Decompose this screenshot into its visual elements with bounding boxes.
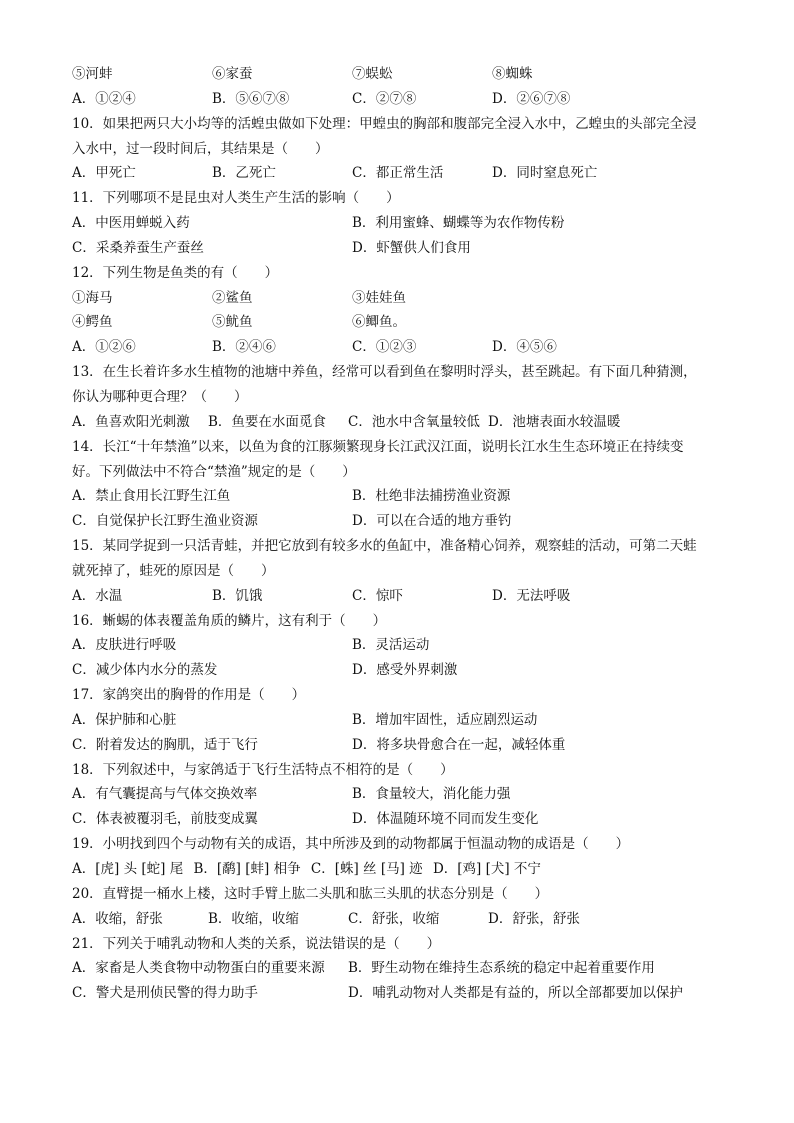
choice-a: A．①②④ bbox=[72, 90, 136, 107]
choice-c: C．②⑦⑧ bbox=[352, 90, 417, 107]
question-13-stem: 13．在生长着许多水生植物的池塘中养鱼，经常可以看到鱼在黎明时浮头，甚至跳起。有下面几种猜测， bbox=[72, 364, 697, 381]
choice-c: C．体表被覆羽毛，前肢变成翼 bbox=[72, 811, 258, 828]
question-17-choices-row2 bbox=[72, 733, 732, 758]
choice-b: B．②④⑥ bbox=[212, 339, 276, 356]
question-10-stem: 10．如果把两只大小均等的活蝗虫做如下处理：甲蝗虫的胸部和腹部完全浸入水中，乙蝗虫的头部完全浸 bbox=[72, 115, 697, 132]
question-14-stem-cont: 好。下列做法中不符合“禁渔”规定的是（ ） bbox=[72, 463, 356, 480]
choice-d: D．舒张，舒张 bbox=[488, 910, 580, 927]
choice-d: D．可以在合适的地方垂钓 bbox=[352, 513, 512, 530]
item: ⑧蜘蛛 bbox=[492, 66, 533, 82]
question-19-stem: 19．小明找到四个与动物有关的成语，其中所涉及到的动物都属于恒温动物的成语是（ ） bbox=[72, 836, 630, 853]
question-12-choices bbox=[72, 335, 732, 360]
item: ①海马 bbox=[72, 289, 113, 306]
question-14-choices-row1 bbox=[72, 484, 732, 509]
question-12-items-row2 bbox=[72, 310, 732, 335]
choice-d: D．哺乳动物对人类都是有益的，所以全部都要加以保护 bbox=[348, 985, 683, 1002]
item: ⑦蜈蚣 bbox=[352, 66, 393, 82]
choice-b: B．收缩，收缩 bbox=[208, 910, 299, 927]
choice-a: A．有气囊提高与气体交换效率 bbox=[72, 786, 258, 803]
choice-a: A．鱼喜欢阳光刺激 bbox=[72, 413, 190, 430]
choice-c: C．舒张，收缩 bbox=[348, 910, 440, 927]
item: ④鳄鱼 bbox=[72, 314, 113, 331]
choice-c: C．采桑养蚕生产蚕丝 bbox=[72, 239, 204, 256]
choice-c: C．减少体内水分的蒸发 bbox=[72, 662, 218, 679]
question-16-choices-row2 bbox=[72, 658, 732, 683]
question-15-stem-cont: 就死掉了，蛙死的原因是（ ） bbox=[72, 562, 275, 579]
choice-a: A．甲死亡 bbox=[72, 165, 136, 182]
choice-b: B．[鹬] [蚌] 相争 bbox=[193, 861, 301, 877]
choice-b: B．利用蜜蜂、蝴蝶等为农作物传粉 bbox=[352, 215, 565, 232]
exam-page bbox=[72, 62, 732, 1006]
choice-d: D．体温随环境不同而发生变化 bbox=[352, 811, 539, 828]
item: ③娃娃鱼 bbox=[352, 289, 406, 306]
choice-d: D．虾蟹供人们食用 bbox=[352, 239, 471, 256]
choice-c: C．附着发达的胸肌，适于飞行 bbox=[72, 736, 258, 753]
prev-question-choices bbox=[72, 87, 732, 112]
choice-d: D．同时窒息死亡 bbox=[492, 165, 598, 182]
choice-b: B．饥饿 bbox=[212, 587, 263, 604]
choice-b: B．鱼要在水面觅食 bbox=[208, 413, 326, 430]
choice-a: A．①②⑥ bbox=[72, 339, 136, 356]
question-16-stem: 16．蜥蜴的体表覆盖角质的鳞片，这有利于（ ） bbox=[72, 612, 387, 629]
choice-a: A．水温 bbox=[72, 587, 123, 604]
question-10-stem-cont: 入水中，过一段时间后，其结果是（ ） bbox=[72, 140, 329, 157]
choice-c: C．警犬是刑侦民警的得力助手 bbox=[72, 985, 258, 1002]
question-17-stem: 17．家鸽突出的胸骨的作用是（ ） bbox=[72, 687, 306, 704]
choice-a: A．中医用蝉蜕入药 bbox=[72, 215, 190, 232]
question-20-choices bbox=[72, 907, 732, 932]
question-21-choices-row1 bbox=[72, 956, 732, 981]
choice-b: B．乙死亡 bbox=[212, 165, 276, 182]
item: ⑥家蚕 bbox=[212, 66, 253, 82]
question-21-stem: 21．下列关于哺乳动物和人类的关系，说法错误的是（ ） bbox=[72, 935, 441, 952]
question-16-choices-row1 bbox=[72, 633, 732, 658]
question-14-stem: 14．长江“十年禁渔”以来，以鱼为食的江豚频繁现身长江武汉江面，说明长江水生生态环境正在持续变 bbox=[72, 438, 684, 455]
choice-a: A．禁止食用长江野生江鱼 bbox=[72, 488, 231, 505]
choice-d: D．④⑤⑥ bbox=[492, 339, 557, 356]
question-15-stem: 15．某同学捉到一只活青蛙，并把它放到有较多水的鱼缸中，准备精心饲养，观察蛙的活动，可第二天蛙 bbox=[72, 538, 697, 555]
question-12-stem: 12．下列生物是鱼类的有（ ） bbox=[72, 264, 279, 281]
choice-d: D．无法呼吸 bbox=[492, 587, 571, 604]
question-18-choices-row1 bbox=[72, 782, 732, 807]
question-11-choices-row2 bbox=[72, 236, 732, 261]
choice-d: D．感受外界刺激 bbox=[352, 662, 458, 679]
choice-d: D．将多块骨愈合在一起，减轻体重 bbox=[352, 736, 566, 753]
choice-c: C．惊吓 bbox=[352, 587, 403, 604]
question-19-choices bbox=[72, 857, 732, 882]
question-20-stem: 20．直臂提一桶水上楼，这时手臂上肱二头肌和肱三头肌的状态分别是（ ） bbox=[72, 885, 549, 902]
item: ⑥鲫鱼。 bbox=[352, 314, 406, 331]
choice-a: A．收缩，舒张 bbox=[72, 910, 163, 927]
choice-a: A．保护肺和心脏 bbox=[72, 711, 177, 728]
question-11-choices-row1 bbox=[72, 211, 732, 236]
prev-question-items bbox=[72, 62, 732, 87]
question-17-choices-row1 bbox=[72, 708, 732, 733]
choice-d: D．池塘表面水较温暖 bbox=[488, 413, 621, 430]
choice-c: C．池水中含氧量较低 bbox=[348, 413, 480, 430]
choice-d: D．②⑥⑦⑧ bbox=[492, 90, 571, 107]
question-18-stem: 18．下列叙述中，与家鸽适于飞行生活特点不相符的是（ ） bbox=[72, 761, 454, 778]
choice-b: B．⑤⑥⑦⑧ bbox=[212, 90, 290, 107]
choice-d: D．[鸡] [犬] 不宁 bbox=[432, 861, 541, 877]
choice-a: A．家畜是人类食物中动物蛋白的重要来源 bbox=[72, 960, 325, 977]
question-21-choices-row2 bbox=[72, 981, 732, 1006]
choice-b: B．野生动物在维持生态系统的稳定中起着重要作用 bbox=[348, 960, 655, 977]
question-14-choices-row2 bbox=[72, 509, 732, 534]
choice-c: C．[蛛] 丝 [马] 迹 bbox=[310, 861, 423, 877]
question-11-stem: 11．下列哪项不是昆虫对人类生产生活的影响（ ） bbox=[72, 190, 400, 207]
item: ②鲨鱼 bbox=[212, 289, 253, 306]
choice-c: C．自觉保护长江野生渔业资源 bbox=[72, 513, 258, 530]
choice-b: B．食量较大，消化能力强 bbox=[352, 786, 511, 803]
item: ⑤鱿鱼 bbox=[212, 314, 253, 331]
choice-b: B．杜绝非法捕捞渔业资源 bbox=[352, 488, 511, 505]
choice-c: C．①②③ bbox=[352, 339, 417, 356]
item: ⑤河蚌 bbox=[72, 66, 113, 82]
choice-b: B．增加牢固性，适应剧烈运动 bbox=[352, 711, 538, 728]
question-18-choices-row2 bbox=[72, 807, 732, 832]
question-15-choices bbox=[72, 584, 732, 609]
choice-a: A．[虎] 头 [蛇] 尾 bbox=[72, 861, 184, 877]
choice-c: C．都正常生活 bbox=[352, 165, 444, 182]
question-13-stem-cont: 你认为哪种更合理？（ ） bbox=[72, 388, 248, 405]
question-13-choices bbox=[72, 410, 732, 435]
question-12-items-row1 bbox=[72, 286, 732, 311]
choice-b: B．灵活运动 bbox=[352, 637, 430, 654]
question-10-choices bbox=[72, 161, 732, 186]
choice-a: A．皮肤进行呼吸 bbox=[72, 637, 177, 654]
